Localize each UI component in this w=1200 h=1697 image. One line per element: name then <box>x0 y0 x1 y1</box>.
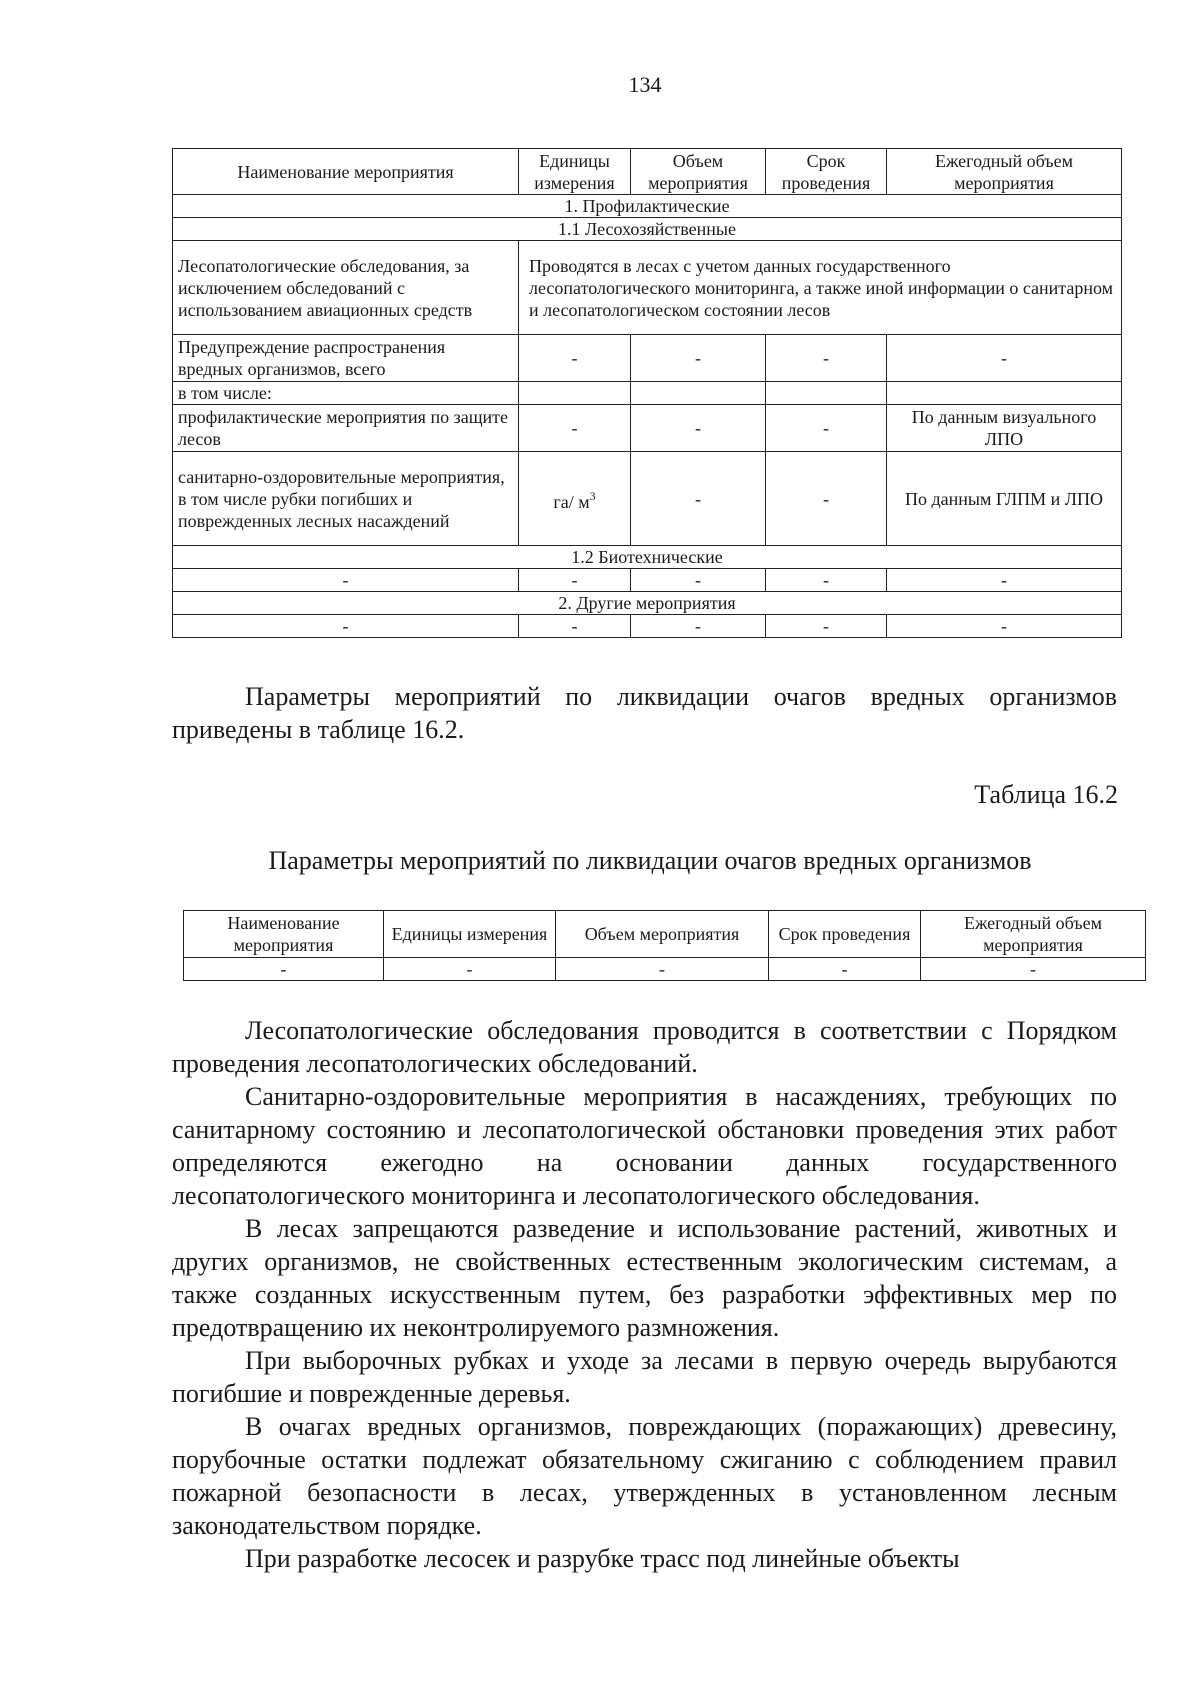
paragraph: При разработке лесосек и разрубке трасс под линейные объекты <box>245 1544 960 1573</box>
cell-value: По данным ГЛПМ и ЛПО <box>887 452 1122 546</box>
table-row <box>173 335 1122 382</box>
table-row <box>173 382 1122 405</box>
paragraph: В очагах вредных организмов, повреждающих (поражающих) древесину, порубочные остатки подлежат обязательному сжиганию с соблюдением правил пожарной безопасности в лесах, утвержденных в установленном лесным законодательством порядке. <box>172 1412 1117 1540</box>
table-header-row <box>184 911 1146 958</box>
cell-value: - <box>184 958 384 981</box>
measure-name: Предупреждение распространения вредных организмов, всего <box>173 335 519 382</box>
header-cell: Наименование мероприятия <box>173 149 519 195</box>
table-caption: Параметры мероприятий по ликвидации очагов вредных организмов <box>268 846 1032 875</box>
header-cell: Единицы измерения <box>519 149 631 195</box>
cell-value: - <box>921 958 1146 981</box>
measure-name: санитарно-оздоровительные мероприятия, в том числе рубки погибших и поврежденных лесных насаждений <box>173 452 519 546</box>
measure-note: Проводятся в лесах с учетом данных государственного лесопатологического мониторинга, а также иной информации о санитарном и лесопатологическом состоянии лесов <box>519 241 1122 335</box>
section-row <box>173 218 1122 241</box>
paragraph: В лесах запрещаются разведение и использование растений, животных и других организмов, не свойственных естественным экологическим системам, а также созданных искусственным путем, без разработки эффективных мер по предотвращению их неконтролируемого размножения. <box>172 1214 1117 1342</box>
paragraph: Лесопатологические обследования проводится в соответствии с Порядком проведения лесопатологических обследований. <box>172 1016 1117 1078</box>
header-cell: Объем мероприятия <box>631 149 766 195</box>
header-cell: Объем мероприятия <box>556 911 769 958</box>
empty-cell <box>766 382 887 405</box>
cell-value: - <box>769 958 921 981</box>
unit-cell <box>519 452 631 546</box>
cell-value: - <box>887 615 1122 638</box>
section-title: 1. Профилактические <box>173 195 1122 218</box>
section-title: 1.2 Биотехнические <box>173 546 1122 569</box>
cell-value: По данным визуального ЛПО <box>887 405 1122 452</box>
cell-value: - <box>173 569 519 592</box>
empty-cell <box>519 382 631 405</box>
header-cell: Единицы измерения <box>384 911 556 958</box>
cell-value: - <box>631 335 766 382</box>
table-row <box>173 452 1122 546</box>
cell-value: - <box>766 569 887 592</box>
table-header-row <box>173 149 1122 195</box>
page-number: 134 <box>628 72 662 97</box>
cell-value: - <box>384 958 556 981</box>
header-cell: Срок проведения <box>766 149 887 195</box>
cell-value: - <box>519 569 631 592</box>
measure-name: профилактические мероприятия по защите лесов <box>173 405 519 452</box>
measure-name: в том числе: <box>173 382 519 405</box>
cell-value: - <box>631 452 766 546</box>
paragraph: Санитарно-оздоровительные мероприятия в насаждениях, требующих по санитарному состоянию и лесопатологической обстановки проведения этих работ определяются ежегодно на основании данных государственного лесопатологического мониторинга и лесопатологического обследования. <box>172 1082 1117 1210</box>
header-cell: Наименование мероприятия <box>184 911 384 958</box>
cell-value: - <box>766 615 887 638</box>
paragraph: Параметры мероприятий по ликвидации очагов вредных организмов приведены в таблице 16.2. <box>172 682 1117 744</box>
empty-cell <box>631 382 766 405</box>
cell-value: - <box>519 335 631 382</box>
liquidation-table <box>183 910 1146 981</box>
cell-value: - <box>766 452 887 546</box>
unit-text: га/ м <box>553 491 590 512</box>
cell-value: - <box>887 335 1122 382</box>
header-cell: Ежегодный объем мероприятия <box>921 911 1146 958</box>
cell-value: - <box>556 958 769 981</box>
section-row <box>173 546 1122 569</box>
cell-value: - <box>631 569 766 592</box>
cell-value: - <box>173 615 519 638</box>
unit-superscript: 3 <box>589 488 596 503</box>
section-row <box>173 592 1122 615</box>
section-title: 2. Другие мероприятия <box>173 592 1122 615</box>
cell-value: - <box>519 405 631 452</box>
header-cell: Срок проведения <box>769 911 921 958</box>
table-row <box>173 405 1122 452</box>
section-title: 1.1 Лесохозяйственные <box>173 218 1122 241</box>
table-row <box>184 958 1146 981</box>
measure-name: Лесопатологические обследования, за исключением обследований с использованием авиационных средств <box>173 241 519 335</box>
measures-table <box>172 148 1122 638</box>
paragraph: При выборочных рубках и уходе за лесами в первую очередь вырубаются погибшие и поврежденные деревья. <box>172 1346 1117 1408</box>
table-row <box>173 241 1122 335</box>
cell-value: - <box>766 405 887 452</box>
table-row <box>173 615 1122 638</box>
table-row <box>173 569 1122 592</box>
cell-value: - <box>631 615 766 638</box>
cell-value: - <box>519 615 631 638</box>
section-row <box>173 195 1122 218</box>
cell-value: - <box>887 569 1122 592</box>
empty-cell <box>887 382 1122 405</box>
header-cell: Ежегодный объем мероприятия <box>887 149 1122 195</box>
table-label: Таблица 16.2 <box>974 780 1118 809</box>
cell-value: - <box>766 335 887 382</box>
cell-value: - <box>631 405 766 452</box>
